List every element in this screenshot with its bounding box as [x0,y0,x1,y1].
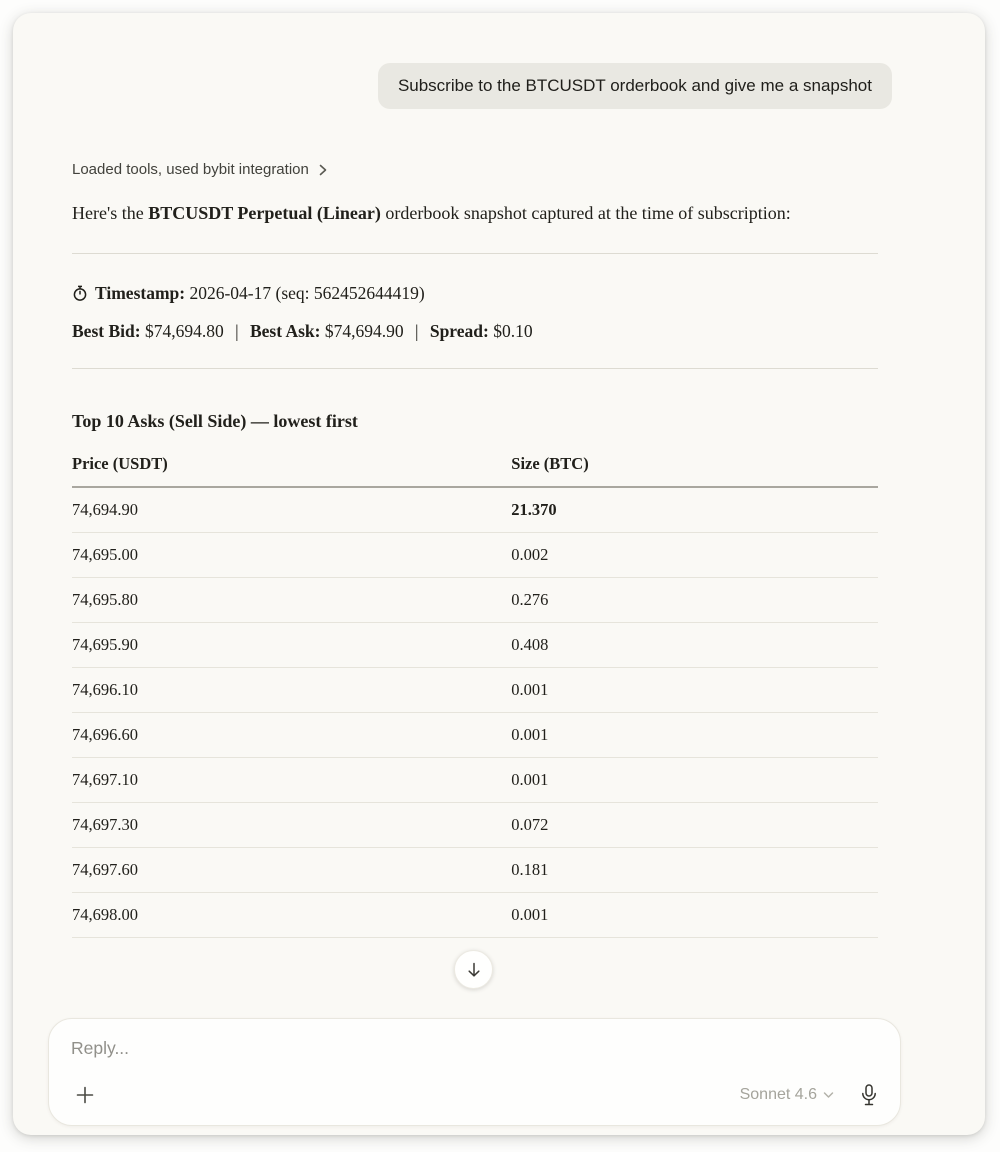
size-cell: 0.001 [511,770,549,790]
price-cell: 74,695.00 [72,545,138,565]
chat-window [13,13,985,1135]
table-row [72,578,878,623]
timestamp-line [72,283,892,304]
size-cell: 21.370 [511,500,557,520]
price-cell: 74,696.60 [72,725,138,745]
separator: | [235,321,239,342]
table-row [72,668,878,713]
size-cell: 0.001 [511,905,549,925]
intro-text: Here's the [72,203,149,224]
size-column-header: Size (BTC) [511,454,589,474]
chevron-down-icon [823,1091,834,1099]
composer-toolbar [71,1081,878,1109]
table-row [72,623,878,668]
attach-button[interactable] [71,1081,99,1109]
model-selector[interactable] [740,1086,834,1104]
timestamp-text [95,283,425,304]
timestamp-value: 2026-04-17 (seq: 562452644419) [189,283,425,304]
stopwatch-icon [72,285,88,302]
size-cell: 0.072 [511,815,549,835]
price-cell: 74,694.90 [72,500,138,520]
composer-right-controls [740,1083,878,1107]
size-cell: 0.002 [511,545,549,565]
price-cell: 74,697.60 [72,860,138,880]
table-header-row [72,454,878,488]
scroll-to-bottom-button[interactable] [454,950,493,989]
price-cell: 74,696.10 [72,680,138,700]
user-message-row [72,63,892,109]
table-row [72,893,878,938]
best-ask-label: Best Ask: [249,321,321,342]
table-row [72,803,878,848]
reply-composer[interactable] [48,1018,901,1126]
tool-usage-disclosure[interactable] [72,161,892,178]
price-cell: 74,695.90 [72,635,138,655]
bid-ask-spread-line [72,321,892,342]
orderbook-asks-table [72,454,878,938]
size-cell: 0.001 [511,680,549,700]
chevron-right-icon [317,163,329,177]
table-row [72,533,878,578]
dictation-button[interactable] [860,1083,878,1107]
price-cell: 74,698.00 [72,905,138,925]
table-row [72,848,878,893]
best-ask-value: $74,694.90 [324,321,404,342]
table-row [72,488,878,533]
size-cell: 0.181 [511,860,549,880]
table-row [72,713,878,758]
intro-text-suffix: orderbook snapshot captured at the time of subscription: [380,203,791,224]
table-title: Top 10 Asks (Sell Side) — lowest first [72,411,358,432]
arrow-down-icon [466,961,482,979]
best-bid-label: Best Bid: [72,321,141,342]
user-message-bubble: Subscribe to the BTCUSDT orderbook and give me a snapshot [378,63,892,109]
size-cell: 0.408 [511,635,549,655]
intro-bold-text: BTCUSDT Perpetual (Linear) [148,203,381,224]
conversation [72,13,892,938]
reply-input[interactable]: Reply... [71,1038,130,1058]
divider [72,253,878,254]
spread-value: $0.10 [493,321,533,342]
size-cell: 0.276 [511,590,549,610]
size-cell: 0.001 [511,725,549,745]
microphone-icon [860,1083,878,1107]
price-column-header: Price (USDT) [72,454,168,474]
spread-label: Spread: [429,321,489,342]
price-cell: 74,697.10 [72,770,138,790]
separator: | [414,321,419,342]
table-row [72,758,878,803]
divider [72,368,878,369]
tool-notice-label: Loaded tools, used bybit integration [72,161,309,179]
assistant-intro-paragraph [72,200,812,227]
plus-icon [75,1085,95,1105]
model-name: Sonnet 4.6 [739,1086,817,1103]
orderbook-table-body [72,488,878,938]
timestamp-label: Timestamp: [95,283,186,304]
price-cell: 74,697.30 [72,815,138,835]
price-cell: 74,695.80 [72,590,138,610]
best-bid-value: $74,694.80 [144,321,224,342]
